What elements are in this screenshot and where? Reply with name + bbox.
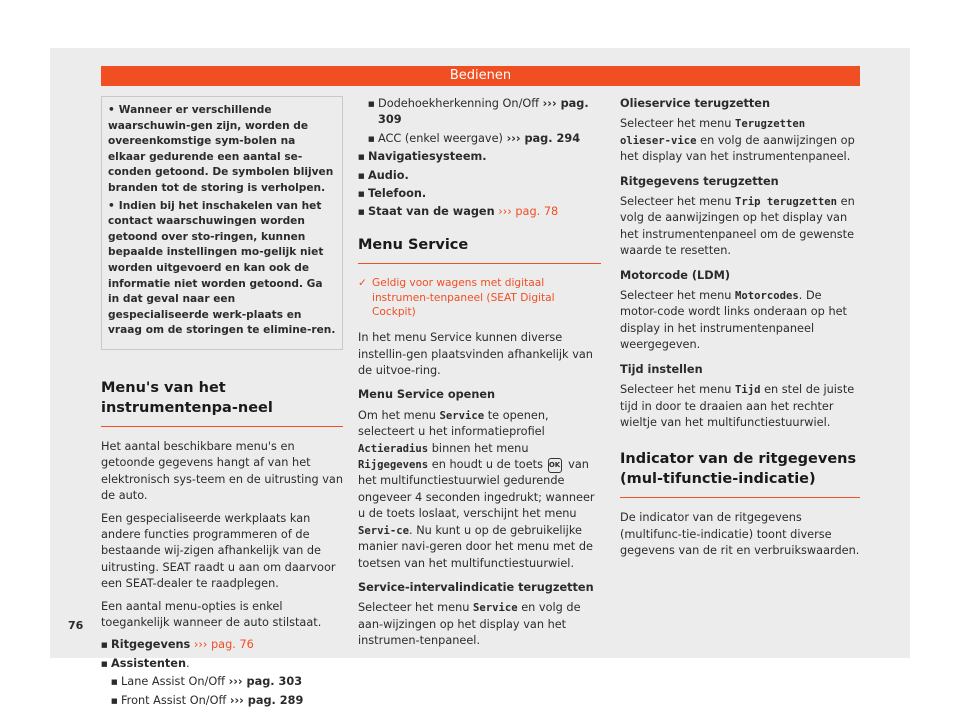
page-reference-link[interactable]: ››› pag. 309: [378, 97, 589, 127]
list-item: ■ Assistenten.: [101, 656, 343, 672]
paragraph: Selecteer het menu Tijd en stel de juiste tijd in door te draaien aan het rechter wieltje van het multifunctiestuurwiel.: [620, 383, 855, 429]
check-icon: ✓: [358, 276, 367, 289]
list-item: ■ Telefoon.: [358, 186, 601, 202]
paragraph: Selecteer het menu Trip terugzetten en volg de aanwijzingen op het display van het instrumentenpaneel om de gewenste waarde te resetten.: [620, 195, 855, 258]
page-reference-link[interactable]: ››› pag. 78: [498, 205, 559, 219]
subheading: Olieservice terugzetten: [620, 97, 770, 110]
page-header: Bedienen: [101, 66, 860, 86]
paragraph: Selecteer het menu Service en volg de aan-wijzingen op het display van het instrumen-tenpaneel.: [358, 601, 581, 648]
list-item: ■ Navigatiesysteem.: [358, 149, 601, 165]
warning-item: • Wanneer er verschillende waarschuwin-gen zijn, worden de overeenkomstige sym-bolen na elkaar gedurende een aantal se-conden getoond. De symbolen blijven branden tot de storing is verholpen.: [108, 104, 334, 194]
validity-note: ✓ Geldig voor wagens met digitaal instrumen-tenpaneel (SEAT Digital Cockpit): [358, 276, 555, 319]
page-reference-link[interactable]: ››› pag. 289: [229, 693, 304, 707]
paragraph: Een gespecialiseerde werkplaats kan andere functies programmeren of de bestaande wij-zigen afhankelijk van de uitrusting. SEAT raadt u aan om daarvoor een SEAT-dealer te raadplegen.: [101, 511, 336, 591]
list-item: ■ Audio.: [358, 168, 601, 184]
paragraph: Het aantal beschikbare menu's en getoonde gegevens hangt af van het elektronisch sys-teem en de uitrusting van de auto.: [101, 439, 344, 503]
subheading: Ritgegevens terugzetten: [620, 174, 779, 188]
column-1: [101, 96, 343, 711]
list-subitem: ■ Front Assist On/Off ››› pag. 289: [111, 693, 343, 709]
page-reference-link[interactable]: ››› pag. 294: [506, 131, 581, 145]
menu-list-continued: [358, 96, 601, 221]
subheading: Motorcode (LDM): [620, 268, 731, 282]
paragraph: Om het menu Service te openen, selecteert u het informatieprofiel Actieradius binnen het menu Rijgegevens en houdt u de toets OK van het multifunctiestuurwiel gedurende ongeveer 4 seconden ingedrukt; wanneer u de toets loslaat, verschijnt het menu Servi-ce. Nu kunt u op de gebruikelijke manier navi-geren door het menu met de toetsen van het multifunctiestuurwiel.: [358, 408, 595, 570]
list-subitem: ■ Lane Assist On/Off ››› pag. 303: [111, 674, 343, 690]
column-2: [358, 96, 601, 656]
menu-list: [101, 637, 343, 709]
paragraph: Selecteer het menu Terugzetten olieser-vice en volg de aanwijzingen op het display van het instrumentenpaneel.: [620, 117, 855, 164]
paragraph: Een aantal menu-opties is enkel toegankelijk wanneer de auto stilstaat.: [101, 599, 322, 629]
subheading: Service-intervalindicatie terugzetten: [358, 580, 594, 594]
warning-item: • Indien bij het inschakelen van het contact waarschuwingen worden getoond over sto-ringen, kunnen bepaalde instellingen mo-gelijk niet worden uitgevoerd en kan ook de informatie niet worden getoond. Ga in dat geval naar een gespecialiseerde werk-plaats en vraag om de storingen te elimine-ren.: [108, 199, 336, 337]
warning-box: [101, 96, 343, 350]
list-item: ■ Staat van de wagen ››› pag. 78: [358, 204, 601, 220]
paragraph: Selecteer het menu Motorcodes. De motor-code wordt links onderaan op het display in het instrumentenpaneel weergegeven.: [620, 289, 847, 352]
list-item: ■ Ritgegevens ››› pag. 76: [101, 637, 343, 653]
section-title-trip-indicator: Indicator van de ritgegevens (mul-tifunctie-indicatie): [620, 449, 860, 498]
list-subitem: ■ Dodehoekherkenning On/Off ››› pag. 309: [368, 96, 601, 129]
page-number: 76: [68, 619, 84, 632]
list-subitem: ■ ACC (enkel weergave) ››› pag. 294: [368, 131, 601, 147]
subheading: Tijd instellen: [620, 362, 703, 376]
paragraph: In het menu Service kunnen diverse instellin-gen plaatsvinden afhankelijk van de uitvoe-ring.: [358, 331, 593, 378]
subheading: Menu Service openen: [358, 388, 496, 402]
section-title-instrument-menus: Menu's van het instrumentenpa-neel: [101, 378, 343, 427]
paragraph: De indicator van de ritgegevens (multifunc-tie-indicatie) toont diverse gegevens van de rit en verbruikswaarden.: [620, 511, 860, 558]
column-3: [620, 96, 860, 566]
ok-button-icon: OK: [548, 458, 562, 473]
section-title-menu-service: Menu Service: [358, 235, 601, 264]
page-reference-link[interactable]: ››› pag. 303: [228, 675, 303, 689]
page-reference-link[interactable]: ››› pag. 76: [193, 638, 254, 652]
